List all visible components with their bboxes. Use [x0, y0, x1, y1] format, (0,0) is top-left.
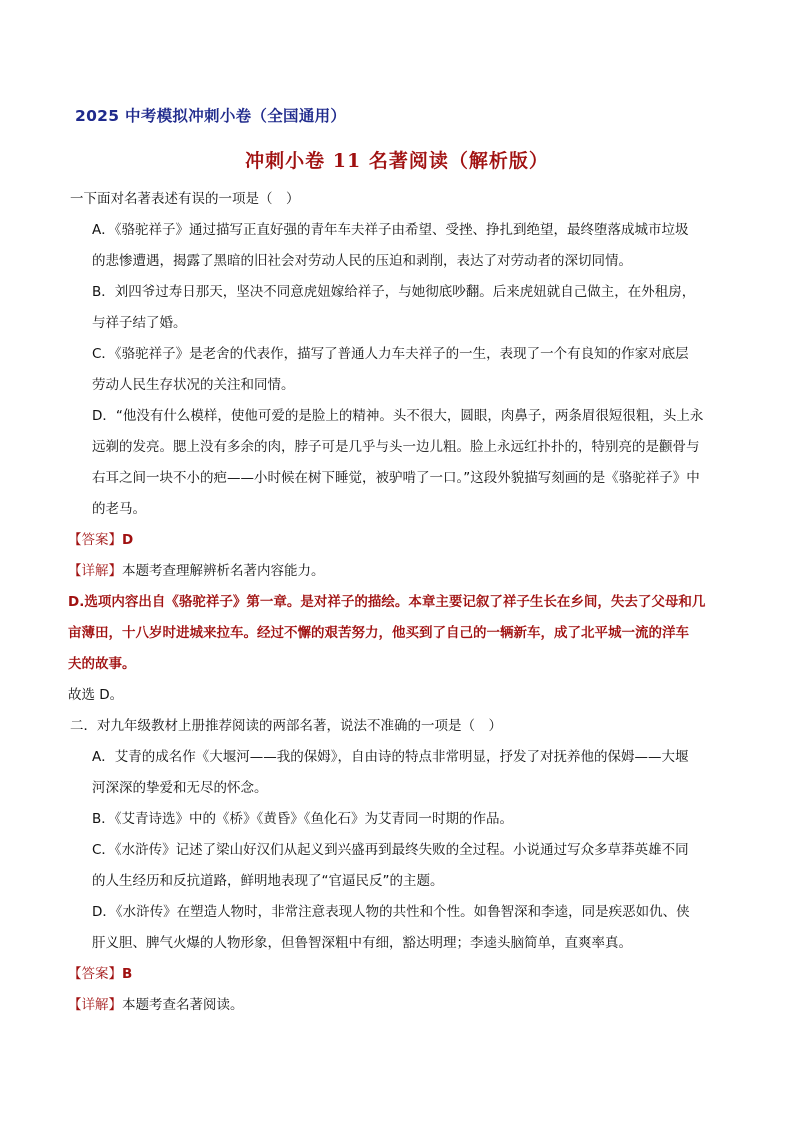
- option-a: [68, 742, 734, 804]
- option-line: C．《骆驼祥子》是老舍的代表作，描写了普通人力车夫祥子的一生，表现了一个有良知的作家对底层: [92, 346, 689, 362]
- detail-text: 本题考查理解辨析名著内容能力。: [122, 563, 325, 579]
- detail-text: 本题考查名著阅读。: [122, 997, 244, 1013]
- option-b: [68, 804, 734, 835]
- series-title: 2025 中考模拟冲刺小卷（全国通用）: [75, 107, 347, 125]
- option-line: B．《艾青诗选》中的《桥》《黄昏》《鱼化石》为艾青同一时期的作品。: [92, 811, 514, 827]
- option-line: D．《水浒传》在塑造人物时，非常注意表现人物的共性和个性。如鲁智深和李逵，同是疾恶如仇、侠: [92, 904, 690, 920]
- option-b: [68, 277, 734, 339]
- option-line: A．艾青的成名作《大堰河——我的保姆》，自由诗的特点非常明显，抒发了对抚养他的保姆——大堰: [92, 749, 689, 765]
- option-a: [68, 215, 734, 277]
- detail-tag: 【详解】: [68, 997, 122, 1013]
- option-line: C．《水浒传》记述了梁山好汉们从起义到兴盛再到最终失败的全过程。小说通过写众多草莽英雄不同: [92, 842, 689, 858]
- option-line: 与祥子结了婚。: [92, 315, 187, 331]
- analysis-line: 亩薄田，十八岁时进城来拉车。经过不懈的艰苦努力，他买到了自己的一辆新车，成了北平城一流的洋车: [68, 625, 689, 641]
- question-2: [68, 711, 734, 1021]
- option-c: [68, 835, 734, 897]
- answer-value: B: [122, 966, 133, 982]
- analysis-line: 夫的故事。: [68, 656, 136, 672]
- option-c: [68, 339, 734, 401]
- option-line: D．“他没有什么模样，使他可爱的是脸上的精神。头不很大，圆眼，肉鼻子，两条眉很短很粗，头上永: [92, 408, 704, 424]
- document-content: [68, 184, 734, 1021]
- option-line: A．《骆驼祥子》通过描写正直好强的青年车夫祥子由希望、受挫、挣扎到绝望，最终堕落成城市垃圾: [92, 222, 689, 238]
- detail-line: [68, 556, 734, 587]
- answer-value: D: [122, 532, 134, 548]
- option-line: 肝义胆、脾气火爆的人物形象，但鲁智深粗中有细，豁达明理；李逵头脑简单，直爽率真。: [92, 935, 632, 951]
- conclusion: 故选 D。: [68, 687, 124, 703]
- option-line: 远剃的发亮。腮上没有多余的肉，脖子可是几乎与头一边儿粗。脸上永远红扑扑的，特别亮的是颧骨与: [92, 439, 700, 455]
- option-d: [68, 401, 734, 525]
- option-line: 的人生经历和反抗道路，鲜明地表现了“官逼民反”的主题。: [92, 873, 444, 889]
- option-line: 的老马。: [92, 501, 146, 517]
- question-1: [68, 184, 734, 711]
- answer-line: [68, 525, 734, 556]
- detail-line: [68, 990, 734, 1021]
- option-line: 右耳之间一块不小的疤——小时候在树下睡觉，被驴啃了一口。”这段外貌描写刻画的是《骆驼祥子》中: [92, 470, 700, 486]
- question-stem: 一下面对名著表述有误的一项是（ ）: [70, 191, 300, 207]
- option-line: 劳动人民生存状况的关注和同情。: [92, 377, 295, 393]
- analysis-line: D.选项内容出自《骆驼祥子》第一章。是对祥子的描绘。本章主要记叙了祥子生长在乡间，失去了父母和几: [68, 594, 706, 610]
- answer-tag: 【答案】: [68, 532, 122, 548]
- option-line: B．刘四爷过寿日那天，坚决不同意虎妞嫁给祥子，与她彻底吵翻。后来虎妞就自己做主，在外租房，: [92, 284, 696, 300]
- option-d: [68, 897, 734, 959]
- option-line: 的悲惨遭遇，揭露了黑暗的旧社会对劳动人民的压迫和剥削，表达了对劳动者的深切同情。: [92, 253, 632, 269]
- answer-line: [68, 959, 734, 990]
- analysis-text: [68, 587, 734, 680]
- question-stem: 二．对九年级教材上册推荐阅读的两部名著，说法不准确的一项是（ ）: [70, 718, 502, 734]
- answer-tag: 【答案】: [68, 966, 122, 982]
- option-line: 河深深的挚爱和无尽的怀念。: [92, 780, 268, 796]
- detail-tag: 【详解】: [68, 563, 122, 579]
- document-title: 冲刺小卷 11 名著阅读（解析版）: [245, 150, 549, 172]
